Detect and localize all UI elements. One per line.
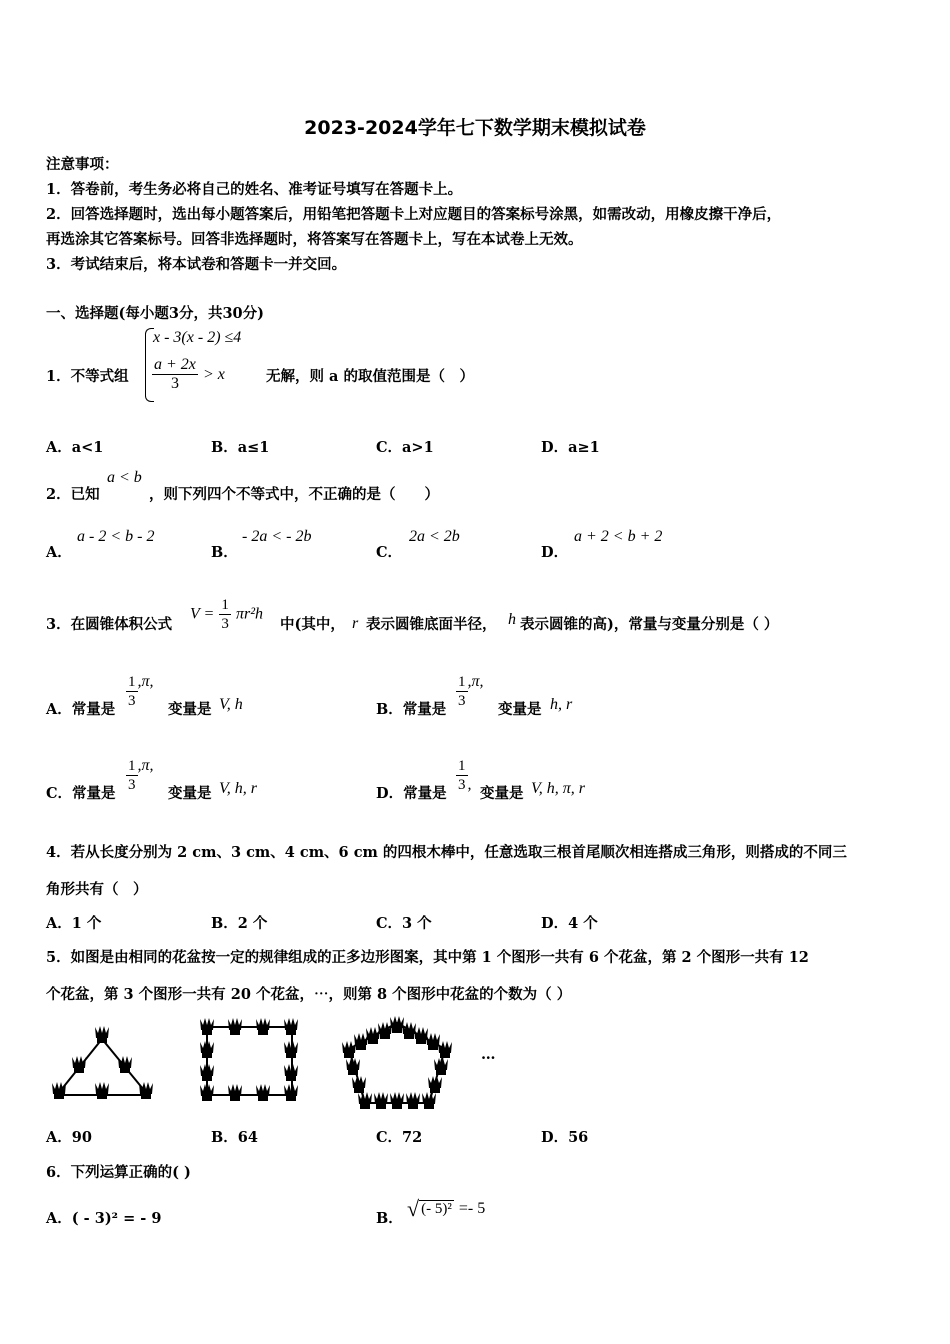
q3-var-h: h	[508, 611, 516, 628]
q3-formula	[190, 596, 263, 633]
q3-c-frac-num: 1	[128, 758, 136, 774]
q5-option-c: C．72	[376, 1129, 423, 1146]
q3-a-const-rest: ,π,	[137, 673, 154, 690]
q3-option-a-pre: 常量是	[71, 701, 116, 718]
q3-option-d-pre: 常量是	[403, 785, 447, 802]
q3-b-frac-den: 3	[458, 693, 466, 709]
q3-formula-lhs: V =	[190, 605, 215, 623]
q2-label-d: D．	[541, 544, 569, 561]
q3-option-d-const	[456, 757, 472, 794]
q2-label-a: A．	[46, 544, 72, 561]
notes-item-2b: 再选涂其它答案标号。回答非选择题时，将答案写在答题卡上，写在本试卷上无效。	[46, 231, 583, 248]
q6-stem: 6．下列运算正确的( )	[46, 1164, 191, 1181]
q3-d-frac-den: 3	[458, 777, 466, 793]
q3-option-c-label: C．	[46, 785, 73, 802]
q2-expr-d: a + 2 < b + 2	[574, 528, 663, 545]
q5-ellipsis: …	[481, 1046, 496, 1063]
q3-formula-num: 1	[221, 597, 229, 613]
q2-suffix: ，则下列四个不等式中，不正确的是（ ）	[149, 486, 439, 503]
q2-prefix: 2．已知	[46, 486, 100, 503]
q1-ineq2	[152, 356, 225, 393]
q4-option-c: C．3 个	[376, 915, 432, 932]
q4-option-a: A．1 个	[46, 915, 102, 932]
q1-option-d: D．a≥1	[541, 439, 600, 456]
q3-option-a-mid: 变量是	[168, 701, 212, 718]
q3-option-b-const	[456, 673, 484, 710]
sqrt-symbol: √	[407, 1196, 420, 1221]
q3-option-b-label: B．	[376, 701, 403, 718]
q3-d-const-rest: ,	[467, 776, 472, 793]
q3-option-d-mid: 变量是	[480, 785, 524, 802]
q1-option-c: C．a>1	[376, 439, 434, 456]
q3-b-const-rest: ,π,	[467, 673, 484, 690]
q3-d-frac-num: 1	[458, 758, 466, 774]
q3-a-frac-den: 3	[128, 693, 136, 709]
q6-option-b-radicand: (- 5)²	[421, 1200, 452, 1217]
q5-option-d: D．56	[541, 1129, 589, 1146]
q1-frac-den: 3	[170, 375, 179, 392]
q3-option-a-vars: V, h	[219, 696, 243, 713]
q3-option-c	[46, 782, 116, 803]
q1-frac-num: a + 2x	[154, 356, 196, 373]
q3-option-d-label: D．	[376, 785, 404, 802]
q3-option-c-const	[126, 757, 154, 794]
q2-condition: a < b	[107, 469, 142, 486]
page-title: 2023-2024学年七下数学期末模拟试卷	[304, 117, 646, 139]
q1-suffix: 无解，则 a 的取值范围是（ ）	[266, 368, 474, 385]
q3-option-c-vars: V, h, r	[219, 780, 257, 797]
q5-line-1: 5．如图是由相同的花盆按一定的规律组成的正多边形图案，其中第 1 个图形一共有 6 个花盆，第 2 个图形一共有 12	[46, 949, 809, 966]
q3-option-a-const	[126, 673, 154, 710]
q5-option-a: A．90	[46, 1129, 92, 1146]
q2-expr-c: 2a < 2b	[409, 528, 460, 545]
figure-square	[200, 1018, 298, 1101]
q3-mid2: 表示圆锥底面半径，	[366, 616, 497, 633]
q5-line-2: 个花盆，第 3 个图形一共有 20 个花盆，⋯，则第 8 个图形中花盆的个数为（ ）	[46, 986, 572, 1003]
q4-line-1: 4．若从长度分别为 2 cm、3 cm、4 cm、6 cm 的四根木棒中，任意选取三根首尾顺次相连搭成三角形，则搭成的不同三	[46, 844, 847, 861]
q1-option-a: A．a<1	[46, 439, 104, 456]
q3-option-c-pre: 常量是	[72, 785, 116, 802]
q3-option-a	[46, 698, 115, 719]
q3-option-d	[376, 782, 447, 803]
notes-item-1: 1．答卷前，考生务必将自己的姓名、准考证号填写在答题卡上。	[46, 181, 463, 198]
q3-option-b	[376, 698, 446, 719]
q3-mid1: 中(其中，	[280, 616, 345, 633]
q5-option-b: B．64	[211, 1129, 258, 1146]
q3-prefix: 3．在圆锥体积公式	[46, 616, 173, 633]
q3-c-const-rest: ,π,	[137, 757, 154, 774]
q3-mid3: 表示圆锥的高)，常量与变量分别是（ ）	[520, 616, 779, 633]
q3-c-frac-den: 3	[128, 777, 136, 793]
q3-b-frac-num: 1	[458, 674, 466, 690]
q6-option-a: A．( - 3)² = - 9	[46, 1210, 162, 1227]
q6-option-b-expr	[407, 1196, 485, 1222]
q3-var-r: r	[352, 615, 359, 632]
notes-heading: 注意事项：	[46, 156, 119, 173]
q3-option-b-vars: h, r	[550, 696, 573, 713]
section-heading: 一、选择题(每小题3分，共30分)	[46, 305, 264, 322]
q2-expr-b: - 2a < - 2b	[242, 528, 312, 545]
figure-pentagon	[342, 1016, 452, 1109]
q3-formula-den: 3	[221, 616, 229, 632]
q5-figures	[45, 1015, 485, 1115]
q2-label-b: B．	[211, 544, 238, 561]
q6-option-b-label: B．	[376, 1210, 403, 1227]
figure-triangle	[52, 1026, 153, 1099]
q4-option-d: D．4 个	[541, 915, 598, 932]
q6-option-b-rest: =- 5	[458, 1200, 486, 1217]
q1-option-b: B．a≤1	[211, 439, 270, 456]
notes-item-2a: 2．回答选择题时，选出每小题答案后，用铅笔把答题卡上对应题目的答案标号涂黑，如需改动，用橡皮擦干净后，	[46, 206, 782, 223]
q3-formula-frac	[219, 596, 231, 633]
notes-item-3: 3．考试结束后，将本试卷和答题卡一并交回。	[46, 256, 347, 273]
q4-line-2: 角形共有（ ）	[46, 881, 148, 898]
q2-label-c: C．	[376, 544, 403, 561]
q4-option-b: B．2 个	[211, 915, 268, 932]
q3-option-a-label: A．	[46, 701, 72, 718]
q3-option-b-pre: 常量是	[402, 701, 447, 718]
q1-prefix: 1．不等式组	[46, 368, 129, 385]
q3-option-d-vars: V, h, π, r	[531, 780, 585, 797]
q3-option-c-mid: 变量是	[168, 785, 212, 802]
q1-ineq2-rest: > x	[203, 366, 225, 383]
q3-a-frac-num: 1	[128, 674, 136, 690]
q2-expr-a: a - 2 < b - 2	[77, 528, 155, 545]
q1-fraction	[152, 356, 198, 393]
q3-formula-rhs: πr²h	[235, 605, 264, 623]
q3-option-b-mid: 变量是	[498, 701, 542, 718]
q1-ineq1: x - 3(x - 2) ≤4	[153, 329, 242, 346]
